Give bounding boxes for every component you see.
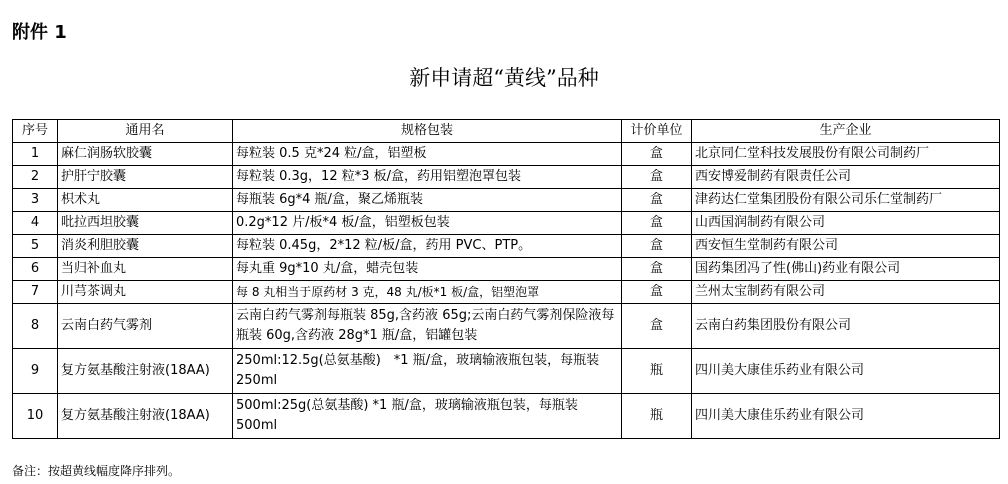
products-table [12,119,1000,439]
footnote: 备注：按超黄线幅度降序排列。 [12,464,181,478]
cell-company: 北京同仁堂科技发展股份有限公司制药厂 [692,143,1000,166]
cell-name: 枳术丸 [58,189,233,212]
cell-no: 9 [13,349,58,394]
cell-company: 四川美大康佳乐药业有限公司 [692,349,1000,394]
header-no: 序号 [13,120,58,143]
table-row [13,189,1000,212]
table-row [13,143,1000,166]
cell-spec: 0.2g*12 片/板*4 板/盒，铝塑板包装 [233,212,622,235]
cell-company: 国药集团冯了性(佛山)药业有限公司 [692,258,1000,281]
cell-name: 吡拉西坦胶囊 [58,212,233,235]
table-row [13,166,1000,189]
cell-company: 山西国润制药有限公司 [692,212,1000,235]
header-unit: 计价单位 [622,120,692,143]
cell-spec: 每瓶装 6g*4 瓶/盒，聚乙烯瓶装 [233,189,622,212]
cell-name: 复方氨基酸注射液(18AA) [58,394,233,439]
header-spec: 规格包装 [233,120,622,143]
cell-name: 川芎茶调丸 [58,281,233,304]
cell-name: 护肝宁胶囊 [58,166,233,189]
cell-unit: 盒 [622,143,692,166]
header-name: 通用名 [58,120,233,143]
cell-spec: 每粒装 0.5 克*24 粒/盒，铝塑板 [233,143,622,166]
table-row [13,235,1000,258]
cell-unit: 瓶 [622,394,692,439]
cell-no: 4 [13,212,58,235]
cell-no: 8 [13,304,58,349]
cell-company: 西安博爱制药有限责任公司 [692,166,1000,189]
cell-spec: 每粒装 0.3g，12 粒*3 板/盒，药用铝塑泡罩包装 [233,166,622,189]
table-row [13,394,1000,439]
document-title: 新申请超“黄线”品种 [409,66,599,90]
cell-no: 5 [13,235,58,258]
cell-company: 四川美大康佳乐药业有限公司 [692,394,1000,439]
cell-name: 当归补血丸 [58,258,233,281]
table-row [13,304,1000,349]
cell-unit: 盒 [622,212,692,235]
header-company: 生产企业 [692,120,1000,143]
cell-no: 3 [13,189,58,212]
cell-company: 西安恒生堂制药有限公司 [692,235,1000,258]
cell-spec: 每粒装 0.45g，2*12 粒/板/盒，药用 PVC、PTP。 [233,235,622,258]
cell-spec: 每 8 丸相当于原药材 3 克，48 丸/板*1 板/盒，铝塑泡罩 [233,281,622,304]
attachment-label: 附件 1 [12,22,67,43]
cell-unit: 盒 [622,281,692,304]
cell-no: 7 [13,281,58,304]
cell-unit: 盒 [622,258,692,281]
cell-company: 云南白药集团股份有限公司 [692,304,1000,349]
cell-unit: 盒 [622,235,692,258]
table-row [13,349,1000,394]
cell-no: 6 [13,258,58,281]
table-row [13,281,1000,304]
cell-spec: 云南白药气雾剂每瓶装 85g,含药液 65g;云南白药气雾剂保险液每瓶装 60g,含药液 28g*1 瓶/盒，铝罐包装 [233,304,622,349]
table-header-row [13,120,1000,143]
cell-name: 复方氨基酸注射液(18AA) [58,349,233,394]
table-row [13,212,1000,235]
cell-unit: 盒 [622,166,692,189]
cell-name: 麻仁润肠软胶囊 [58,143,233,166]
cell-no: 1 [13,143,58,166]
cell-spec: 每丸重 9g*10 丸/盒，蜡壳包装 [233,258,622,281]
cell-company: 津药达仁堂集团股份有限公司乐仁堂制药厂 [692,189,1000,212]
cell-no: 10 [13,394,58,439]
cell-spec: 250ml:12.5g(总氨基酸) *1 瓶/盒，玻璃输液瓶包装，每瓶装 250ml [233,349,622,394]
cell-spec: 500ml:25g(总氨基酸) *1 瓶/盒，玻璃输液瓶包装，每瓶装 500ml [233,394,622,439]
cell-unit: 盒 [622,304,692,349]
cell-name: 消炎利胆胶囊 [58,235,233,258]
cell-name: 云南白药气雾剂 [58,304,233,349]
cell-unit: 盒 [622,189,692,212]
cell-unit: 瓶 [622,349,692,394]
cell-company: 兰州太宝制药有限公司 [692,281,1000,304]
cell-no: 2 [13,166,58,189]
table-row [13,258,1000,281]
